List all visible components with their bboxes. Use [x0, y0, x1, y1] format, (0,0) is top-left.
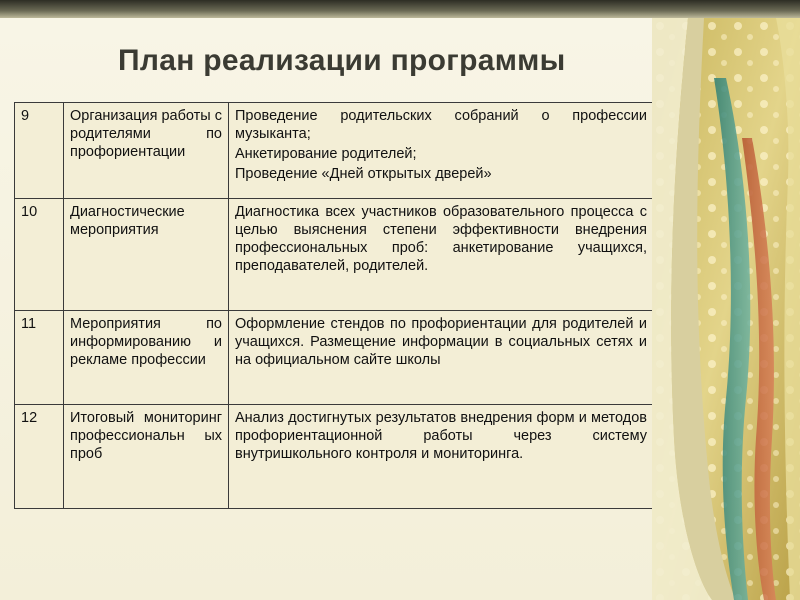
row-number: 11	[15, 311, 64, 405]
description-item: Диагностика всех участников образовательного процесса с целью выяснения степени эффективности внедрения профессиональных проб: анкетирование учащихся, преподавателей, родителей.	[235, 204, 647, 274]
description-item: Анкетирование родителей;	[235, 146, 417, 162]
plan-table-container	[14, 102, 654, 508]
table-row	[15, 103, 654, 199]
top-decorative-band	[0, 0, 800, 18]
description-cell	[229, 311, 654, 405]
plan-table	[14, 102, 654, 509]
description-item: Анализ достигнутых результатов внедрения форм и методов профориентационной работы через систему внутришкольного контроля и мониторинга.	[235, 410, 647, 462]
row-number: 12	[15, 405, 64, 509]
event-text: Диагностические мероприятия	[70, 204, 185, 238]
description-cell	[229, 103, 654, 199]
description-cell	[229, 405, 654, 509]
table-row	[15, 199, 654, 311]
description-item: Проведение родительских собраний о профессии музыканта;	[235, 108, 647, 142]
event-cell	[64, 311, 229, 405]
event-text: Итоговый мониторинг профессиональн ых проб	[70, 410, 222, 462]
row-number: 10	[15, 199, 64, 311]
event-cell	[64, 103, 229, 199]
description-item: Проведение «Дней открытых дверей»	[235, 166, 492, 182]
row-number: 9	[15, 103, 64, 199]
slide-title: План реализации программы	[118, 44, 566, 77]
event-text: Организация работы с родителями по профориентации	[70, 108, 223, 160]
table-row	[15, 405, 654, 509]
description-item: Оформление стендов по профориентации для родителей и учащихся. Размещение информации в социальных сетях и на официальном сайте школы	[235, 316, 647, 368]
description-cell	[229, 199, 654, 311]
event-cell	[64, 405, 229, 509]
event-cell	[64, 199, 229, 311]
event-text: Мероприятия по информированию и рекламе профессии	[70, 316, 222, 368]
table-row	[15, 311, 654, 405]
